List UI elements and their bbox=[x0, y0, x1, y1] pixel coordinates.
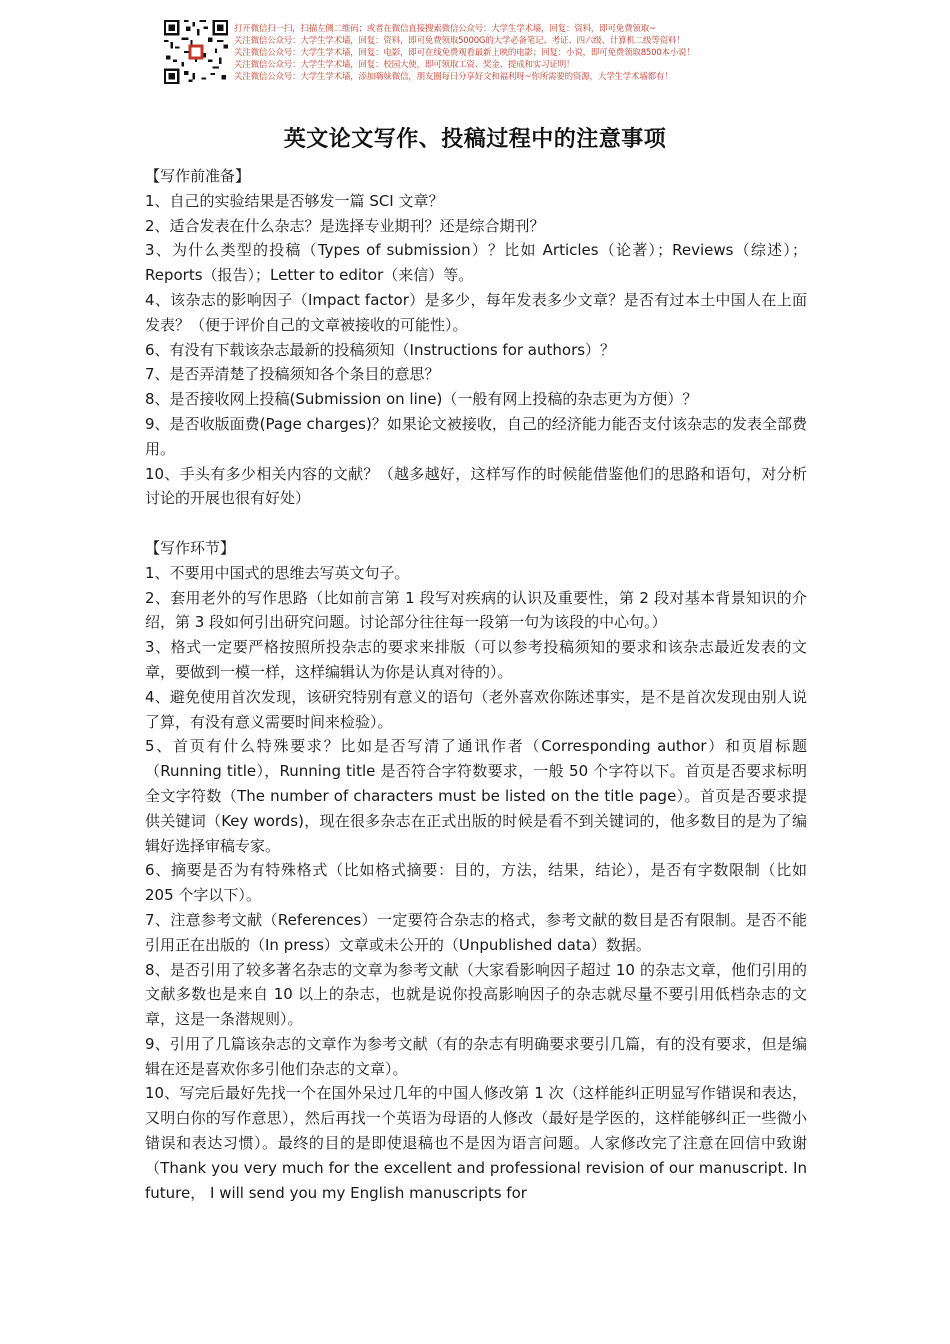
banner-line: 关注微信公众号：大学生学术墙，回复：电影，即可在线免费观看最新上映的电影；回复：小说，即可免费领取8500本小说！ bbox=[234, 48, 695, 58]
list-item: 9、是否收版面费(Page charges)？如果论文被接收，自己的经济能力能否支付该杂志的发表全部费用。 bbox=[145, 414, 807, 458]
list-item: 1、自己的实验结果是否够发一篇 SCI 文章？ bbox=[145, 191, 444, 210]
list-item: 3、格式一定要严格按照所投杂志的要求来排版（可以参考投稿须知的要求和该杂志最近发表的文章，要做到一模一样，这样编辑认为你是认真对待的）。 bbox=[145, 638, 807, 681]
list-item: 10、手头有多少相关内容的文献？（越多越好，这样写作的时候能借鉴他们的思路和语句，对分析讨论的开展也很有好处） bbox=[145, 464, 807, 508]
list-item: 8、是否引用了较多著名杂志的文章为参考文献（大家看影响因子超过 10 的杂志文章，他们引用的文献多数也是来自 10 以上的杂志，也就是说你投高影响因子的杂志就尽量不要引用低档杂志的文章，这是一条潜规则）。 bbox=[145, 960, 807, 1029]
section-spacer bbox=[145, 511, 807, 536]
section-heading-writing: 【写作环节】 bbox=[145, 538, 236, 557]
list-item: 2、套用老外的写作思路（比如前言第 1 段写对疾病的认识及重要性，第 2 段对基本背景知识的介绍，第 3 段如何引出研究问题。讨论部分往往每一段第一句为该段的中心句。） bbox=[145, 588, 807, 632]
list-item: 10、写完后最好先找一个在国外呆过几年的中国人修改第 1 次（这样能纠正明显写作错误和表达，又明白你的写作意思），然后再找一个英语为母语的人修改（最好是学医的，这样能够纠正一些微小错误和表达习惯）。最终的目的是即使退稿也不是因为语言问题。人家修改完了注意在回信中致谢（Thank you very much for the excellent and professional revision of our manuscript. In future， I will send you my English manuscripts for bbox=[145, 1084, 807, 1202]
banner-line: 关注微信公众号：大学生学术墙，回复：校园大使，即可领取工资、奖金、提成和实习证明！ bbox=[234, 60, 575, 70]
banner-line: 打开微信扫一扫，扫描左侧二维码；或者在微信直接搜索微信公众号：大学生学术墙，回复：资料，即可免费领取~ bbox=[234, 24, 656, 34]
list-item: 6、摘要是否为有特殊格式（比如格式摘要：目的，方法，结果，结论），是否有字数限制（比如 205 个字以下）。 bbox=[145, 861, 807, 905]
list-item: 7、注意参考文献（References）一定要符合杂志的格式，参考文献的数目是否有限制。是否不能引用正在出版的（In press）文章或未公开的（Unpublished data）数据。 bbox=[145, 910, 807, 954]
banner-line: 关注微信公众号：大学生学术墙，回复：资料，即可免费领取5000G的大学必备笔记、考证、四六级、计算机二级等资料！ bbox=[234, 36, 685, 46]
list-item: 1、不要用中国式的思维去写英文句子。 bbox=[145, 563, 410, 582]
list-item: 7、是否弄清楚了投稿须知各个条目的意思？ bbox=[145, 365, 440, 384]
list-item: 3、为什么类型的投稿（Types of submission）？比如 Articles（论著）；Reviews（综述）；Reports（报告）；Letter to editor（来信）等。 bbox=[145, 241, 807, 285]
banner-text bbox=[234, 23, 764, 83]
list-item: 2、适合发表在什么杂志？是选择专业期刊？还是综合期刊？ bbox=[145, 216, 545, 235]
banner-line: 关注微信公众号：大学生学术墙，添加嗨妹微信，朋友圈每日分享好文和福利呀~你所需要的资源，大学生学术墙都有！ bbox=[234, 72, 673, 82]
document-body bbox=[145, 164, 807, 1205]
list-item: 5、首页有什么特殊要求？比如是否写清了通讯作者（Corresponding author）和页眉标题（Running title），Running title 是否符合字符数要求，一般 50 个字符以下。首页是否要求标明全文字符数（The number of characters must be listed on the title page）。首页是否要求提供关键词（Key words)，现在很多杂志在正式出版的时候是看不到关键词的，他多数目的是为了编辑好选择审稿专家。 bbox=[145, 737, 807, 855]
qr-code-icon[interactable] bbox=[164, 20, 228, 84]
list-item: 4、该杂志的影响因子（Impact factor）是多少，每年发表多少文章？是否有过本土中国人在上面发表？（便于评价自己的文章被接收的可能性）。 bbox=[145, 290, 807, 334]
list-item: 6、有没有下载该杂志最新的投稿须知（Instructions for authors）？ bbox=[145, 340, 616, 359]
list-item: 8、是否接收网上投稿(Submission on line)（一般有网上投稿的杂志更为方便）？ bbox=[145, 390, 698, 409]
section-heading-preparation: 【写作前准备】 bbox=[145, 167, 251, 185]
list-item: 4、避免使用首次发现，该研究特别有意义的语句（老外喜欢你陈述事实，是不是首次发现由别人说了算，有没有意义需要时间来检验）。 bbox=[145, 687, 807, 731]
promo-banner bbox=[164, 20, 764, 86]
document-title: 英文论文写作、投稿过程中的注意事项 bbox=[283, 127, 667, 152]
list-item: 9、引用了几篇该杂志的文章作为参考文献（有的杂志有明确要求要引几篇，有的没有要求，但是编辑在还是喜欢你多引他们杂志的文章）。 bbox=[145, 1034, 807, 1078]
